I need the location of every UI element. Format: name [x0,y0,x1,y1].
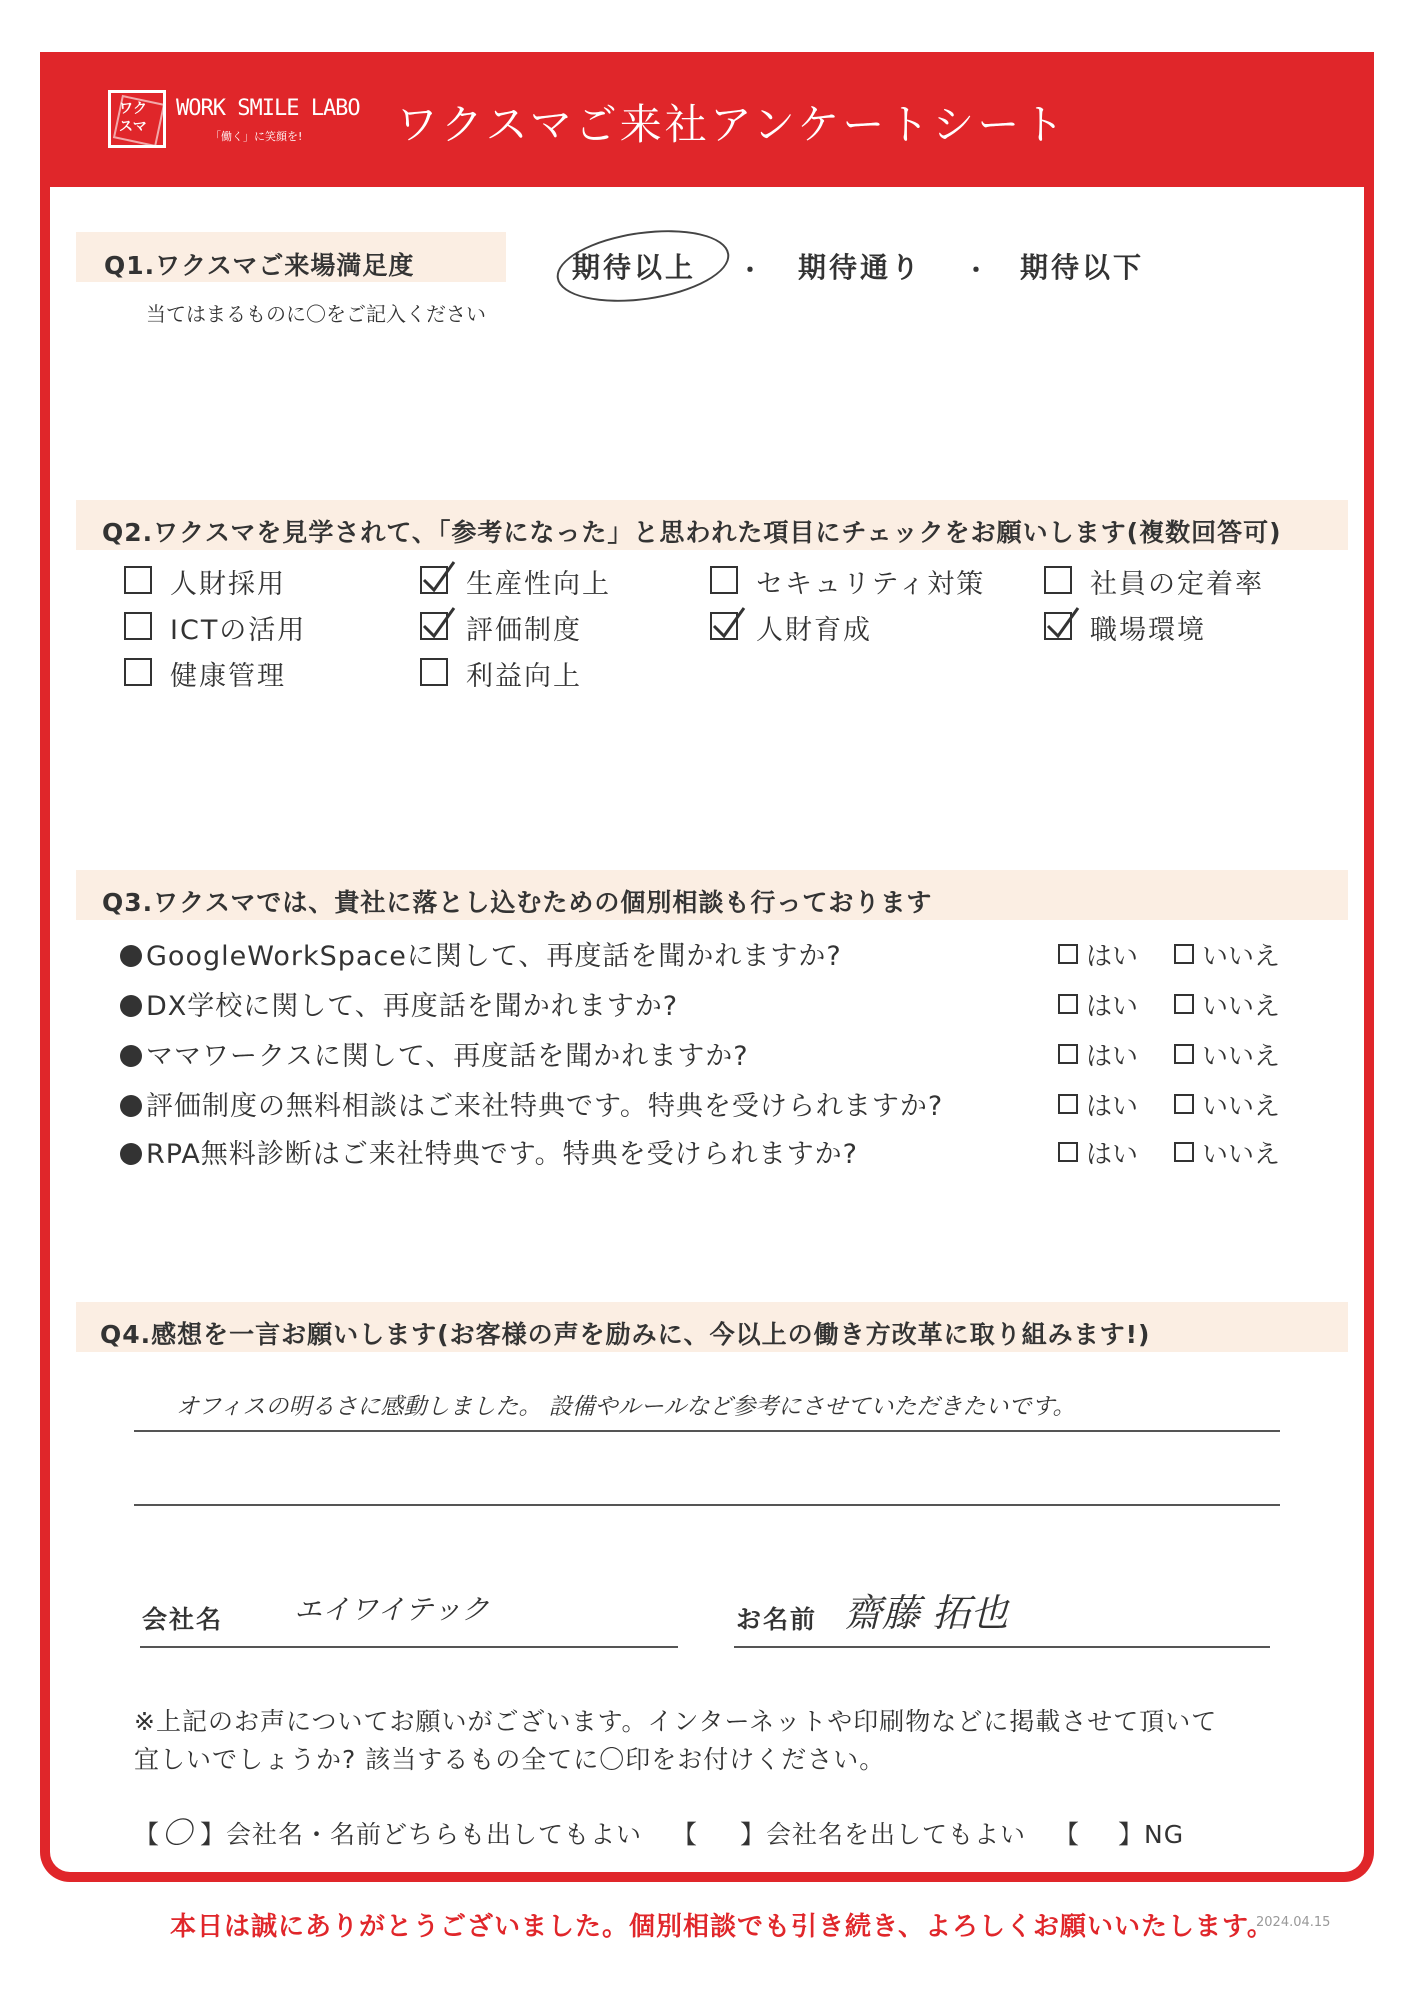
q2-checkbox-label: 職場環境 [1090,615,1206,646]
name-value[interactable]: 齋藤 拓也 [844,1591,1009,1635]
q3-yes-checkbox[interactable] [1058,944,1078,964]
bullet-icon [120,1143,142,1165]
q3-question-text: ママワークスに関して、再度話を聞かれますか? [146,1041,749,1072]
bullet-icon [120,1095,142,1117]
checkmark-icon [418,558,458,598]
q2-checkbox-label: ICTの活用 [170,615,307,646]
footer-date: 2024.04.15 [1256,1915,1331,1930]
q3-title: Q3.ワクスマでは、貴社に落とし込むための個別相談も行っております [102,888,933,917]
q3-no-label: いいえ [1202,1042,1281,1072]
answer-line-1 [134,1430,1280,1432]
q1-note: 当てはまるものに〇をご記入ください [146,302,486,326]
q1-option-below[interactable]: 期待以下 [1020,251,1145,284]
q3-no-label: いいえ [1202,1092,1281,1122]
consent-option-company[interactable]: 】会社名を出してもよい [740,1820,1027,1849]
q3-yes-label: はい [1086,1042,1139,1072]
q3-yes-label: はい [1086,1092,1139,1122]
q1-title: Q1.ワクスマご来場満足度 [104,251,415,280]
name-label: お名前 [736,1605,818,1634]
q3-question [120,934,842,973]
q3-question [120,1132,858,1171]
notice-line-1: ※上記のお声についてお願いがございます。インターネットや印刷物などに掲載させて頂いて [134,1707,1218,1736]
checkmark-icon [418,604,458,644]
brand-tagline: 「働く」に笑顔を! [210,130,303,143]
q3-no-checkbox[interactable] [1174,994,1194,1014]
q2-checkbox-label: 評価制度 [466,615,582,646]
checkmark-icon [708,604,748,644]
q2-checkbox-label: 人財育成 [756,615,872,646]
notice-line-2: 宜しいでしょうか? 該当するもの全てに〇印をお付けください。 [134,1745,886,1774]
q3-no-checkbox[interactable] [1174,1094,1194,1114]
q2-checkbox-label: 健康管理 [170,661,286,692]
q3-no-checkbox[interactable] [1174,944,1194,964]
checkmark-icon [1042,604,1082,644]
company-label: 会社名 [142,1605,224,1634]
answer-line-2 [134,1504,1280,1506]
bullet-icon [120,945,142,967]
q2-checkbox[interactable] [124,566,152,594]
q3-yes-label: はい [1086,942,1139,972]
q3-question-text: RPA無料診断はご来社特典です。特典を受けられますか? [146,1139,858,1170]
q2-checkbox-label: 生産性向上 [466,569,611,600]
q2-checkbox[interactable] [420,658,448,686]
q3-question-text: GoogleWorkSpaceに関して、再度話を聞かれますか? [146,941,842,972]
q2-checkbox[interactable] [710,612,738,640]
q2-checkbox-label: 人財採用 [170,569,286,600]
header-banner [40,52,1374,187]
consent-mark[interactable]: 〇 [162,1816,192,1851]
q3-no-label: いいえ [1202,942,1281,972]
q2-checkbox[interactable] [124,658,152,686]
q3-yes-checkbox[interactable] [1058,1142,1078,1162]
logo-mark [108,90,166,148]
consent-bracket-1: 【 [134,1820,161,1849]
q2-checkbox[interactable] [710,566,738,594]
q3-yes-checkbox[interactable] [1058,994,1078,1014]
q3-no-label: いいえ [1202,992,1281,1022]
q3-question [120,1034,749,1073]
q3-question-text: DX学校に関して、再度話を聞かれますか? [146,991,679,1022]
q4-title: Q4.感想を一言お願いします(お客様の声を励みに、今以上の働き方改革に取り組みます!) [100,1320,1151,1349]
q2-title: Q2.ワクスマを見学されて、「参考になった」と思われた項目にチェックをお願いします(複数回答可) [102,518,1282,547]
q1-separator: ・ [964,256,988,284]
q1-option-meets[interactable]: 期待通り [798,251,923,284]
q3-no-checkbox[interactable] [1174,1142,1194,1162]
q3-no-label: いいえ [1202,1140,1281,1170]
consent-option-ng[interactable]: 】NG [1118,1820,1185,1849]
page-title: ワクスマご来社アンケートシート [396,100,1068,149]
q2-checkbox[interactable] [1044,566,1072,594]
consent-option-both[interactable]: 】会社名・名前どちらも出してもよい [200,1820,643,1849]
q3-yes-checkbox[interactable] [1058,1044,1078,1064]
bullet-icon [120,995,142,1017]
logo-text: ワク スマ [119,101,147,135]
consent-bracket-2: 【 [672,1820,699,1849]
footer-thanks: 本日は誠にありがとうございました。個別相談でも引き続き、よろしくお願いいたします。 [170,1912,1274,1942]
q2-checkbox[interactable] [1044,612,1072,640]
q2-checkbox[interactable] [124,612,152,640]
name-underline [734,1646,1270,1648]
q3-yes-label: はい [1086,1140,1139,1170]
q3-no-checkbox[interactable] [1174,1044,1194,1064]
q2-checkbox-label: セキュリティ対策 [756,569,986,600]
company-value[interactable]: エイワイテック [294,1593,490,1626]
q3-yes-label: はい [1086,992,1139,1022]
q2-checkbox-label: 社員の定着率 [1090,569,1264,600]
company-underline [140,1646,678,1648]
brand-name: WORK SMILE LABO [176,96,360,121]
q2-checkbox[interactable] [420,612,448,640]
q3-yes-checkbox[interactable] [1058,1094,1078,1114]
q3-question [120,984,678,1023]
q2-checkbox-label: 利益向上 [466,661,582,692]
q1-option-above[interactable]: 期待以上 [572,251,697,284]
q1-separator: ・ [738,256,762,284]
q2-checkbox[interactable] [420,566,448,594]
q4-answer[interactable]: オフィスの明るさに感動しました。 設備やルールなど参考にさせていただきたいです。 [176,1394,1076,1420]
consent-bracket-3: 【 [1054,1820,1081,1849]
bullet-icon [120,1045,142,1067]
q3-question-text: 評価制度の無料相談はご来社特典です。特典を受けられますか? [146,1091,944,1122]
q3-question [120,1084,943,1123]
